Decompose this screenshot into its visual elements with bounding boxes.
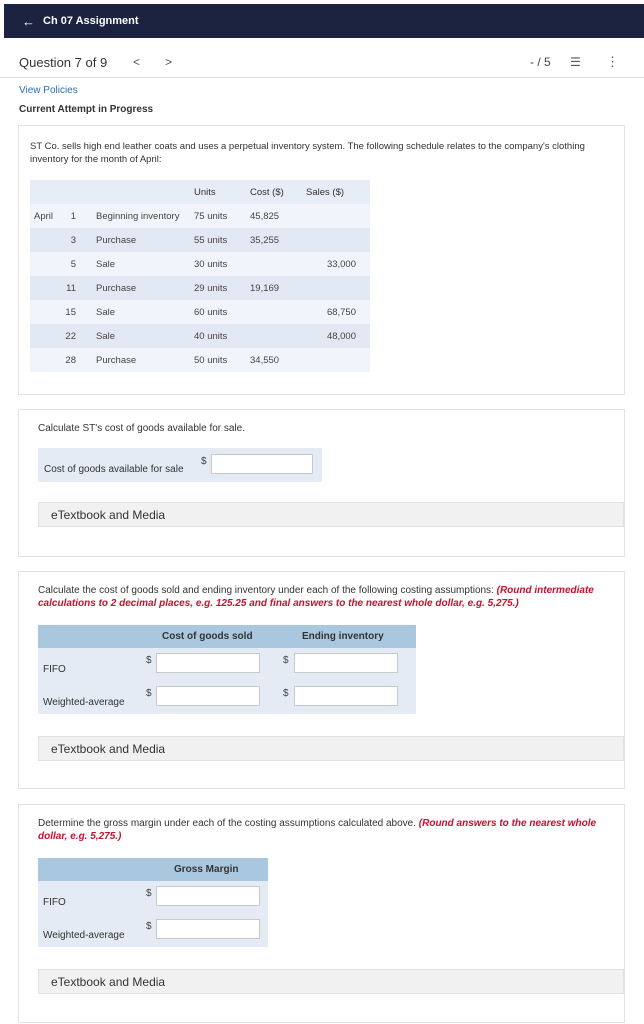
currency-symbol: $ xyxy=(146,921,152,932)
question-list-icon[interactable]: ☰ xyxy=(570,55,581,69)
fifo-cogs-input[interactable] xyxy=(156,653,260,673)
score-display: - / 5 xyxy=(530,55,551,69)
cell-cost: 34,550 xyxy=(250,348,306,372)
cell-day: 1 xyxy=(60,204,82,228)
cell-cost: 45,825 xyxy=(250,204,306,228)
cell-month: April xyxy=(30,204,60,228)
part2-header-row xyxy=(38,625,416,648)
part1-prompt: Calculate ST's cost of goods available for sale. xyxy=(38,423,246,434)
table-row xyxy=(30,204,370,228)
cell-sales: 33,000 xyxy=(306,252,370,276)
weighted-average-gross-margin-input[interactable] xyxy=(156,919,260,939)
currency-symbol: $ xyxy=(283,655,289,666)
part2-prompt-text: Calculate the cost of goods sold and ending inventory under each of the following costing assumptions: xyxy=(38,585,497,596)
prev-question-button[interactable]: < xyxy=(133,55,141,69)
back-arrow-icon[interactable]: ← xyxy=(22,13,35,29)
cell-units: 50 units xyxy=(194,348,250,372)
table-row xyxy=(30,348,370,372)
cell-cost xyxy=(250,300,306,324)
next-question-button[interactable]: > xyxy=(165,55,173,69)
weighted-average-cogs-input[interactable] xyxy=(156,686,260,706)
cell-description: Purchase xyxy=(82,228,194,252)
cell-day: 22 xyxy=(60,324,82,348)
currency-symbol: $ xyxy=(146,688,152,699)
table-row xyxy=(30,324,370,348)
part3-header-row xyxy=(38,858,268,881)
cell-month xyxy=(30,228,60,252)
part3-rounding-instruction: (Round answers to the nearest whole dollar, e.g. 5,275.) xyxy=(38,818,597,842)
cell-units: 75 units xyxy=(194,204,250,228)
part2-card xyxy=(18,571,625,789)
part3-prompt-text: Determine the gross margin under each of the costing assumptions calculated above. xyxy=(38,818,419,829)
cell-sales xyxy=(306,276,370,300)
header-spacer xyxy=(82,180,194,204)
view-policies-link[interactable]: View Policies xyxy=(19,85,78,96)
assignment-title[interactable]: Ch 07 Assignment xyxy=(43,15,139,27)
cell-cost xyxy=(250,252,306,276)
currency-symbol: $ xyxy=(283,688,289,699)
cell-units: 29 units xyxy=(194,276,250,300)
part1-answer-box xyxy=(38,448,322,482)
cell-description: Beginning inventory xyxy=(82,204,194,228)
cell-day: 5 xyxy=(60,252,82,276)
cogas-input[interactable] xyxy=(211,454,313,474)
etextbook-media-bar[interactable]: eTextbook and Media xyxy=(38,736,624,761)
cell-description: Purchase xyxy=(82,276,194,300)
col-gross-margin-header: Gross Margin xyxy=(174,864,239,875)
part1-card xyxy=(18,409,625,557)
part2-answer-grid xyxy=(38,648,416,714)
question-number: Question 7 of 9 xyxy=(19,55,108,70)
cell-month xyxy=(30,300,60,324)
top-bar xyxy=(4,4,644,38)
cell-sales xyxy=(306,348,370,372)
cell-month xyxy=(30,252,60,276)
etextbook-media-bar[interactable]: eTextbook and Media xyxy=(38,502,624,527)
part2-rounding-instruction: (Round intermediate calculations to 2 decimal places, e.g. 125.25 and final answers to the nearest whole dollar, e.g. 5,275.) xyxy=(38,585,594,609)
col-cost-header: Cost ($) xyxy=(250,180,306,204)
problem-intro-card xyxy=(18,125,625,395)
cell-units: 40 units xyxy=(194,324,250,348)
cell-sales xyxy=(306,204,370,228)
cell-cost xyxy=(250,324,306,348)
part3-answer-grid xyxy=(38,881,268,947)
table-row xyxy=(30,300,370,324)
col-units-header: Units xyxy=(194,180,250,204)
col-sales-header: Sales ($) xyxy=(306,180,370,204)
part3-card xyxy=(18,804,625,1023)
cell-sales: 48,000 xyxy=(306,324,370,348)
more-options-icon[interactable]: ⋮ xyxy=(606,54,619,69)
cell-month xyxy=(30,348,60,372)
cell-day: 11 xyxy=(60,276,82,300)
col-cogs-header: Cost of goods sold xyxy=(162,631,253,642)
cell-day: 28 xyxy=(60,348,82,372)
currency-symbol: $ xyxy=(146,888,152,899)
cell-cost: 35,255 xyxy=(250,228,306,252)
table-row xyxy=(30,276,370,300)
cell-units: 60 units xyxy=(194,300,250,324)
fifo-label: FIFO xyxy=(43,664,66,675)
cell-description: Sale xyxy=(82,324,194,348)
cell-sales xyxy=(306,228,370,252)
inventory-schedule-table xyxy=(30,180,370,372)
cell-description: Sale xyxy=(82,300,194,324)
problem-intro-text: ST Co. sells high end leather coats and uses a perpetual inventory system. The following schedule relates to the company's clothing inventory for the month of April: xyxy=(30,141,585,165)
currency-symbol: $ xyxy=(146,655,152,666)
question-header xyxy=(0,50,644,78)
cogas-label: Cost of goods available for sale xyxy=(44,464,184,475)
fifo-label: FIFO xyxy=(43,897,66,908)
weighted-average-label: Weighted-average xyxy=(43,697,125,708)
header-spacer xyxy=(30,180,60,204)
header-spacer xyxy=(60,180,82,204)
cell-month xyxy=(30,276,60,300)
weighted-average-ending-inventory-input[interactable] xyxy=(294,686,398,706)
table-row xyxy=(30,228,370,252)
cell-day: 15 xyxy=(60,300,82,324)
cell-sales: 68,750 xyxy=(306,300,370,324)
cell-cost: 19,169 xyxy=(250,276,306,300)
col-ending-inventory-header: Ending inventory xyxy=(302,631,384,642)
fifo-ending-inventory-input[interactable] xyxy=(294,653,398,673)
part3-prompt xyxy=(38,817,608,843)
cell-month xyxy=(30,324,60,348)
weighted-average-label: Weighted-average xyxy=(43,930,125,941)
cell-units: 30 units xyxy=(194,252,250,276)
part2-prompt xyxy=(38,584,608,610)
cell-description: Sale xyxy=(82,252,194,276)
table-row xyxy=(30,252,370,276)
attempt-status: Current Attempt in Progress xyxy=(19,104,154,115)
cell-units: 55 units xyxy=(194,228,250,252)
cell-description: Purchase xyxy=(82,348,194,372)
etextbook-media-bar[interactable]: eTextbook and Media xyxy=(38,969,624,994)
cell-day: 3 xyxy=(60,228,82,252)
currency-symbol: $ xyxy=(201,456,207,467)
fifo-gross-margin-input[interactable] xyxy=(156,886,260,906)
